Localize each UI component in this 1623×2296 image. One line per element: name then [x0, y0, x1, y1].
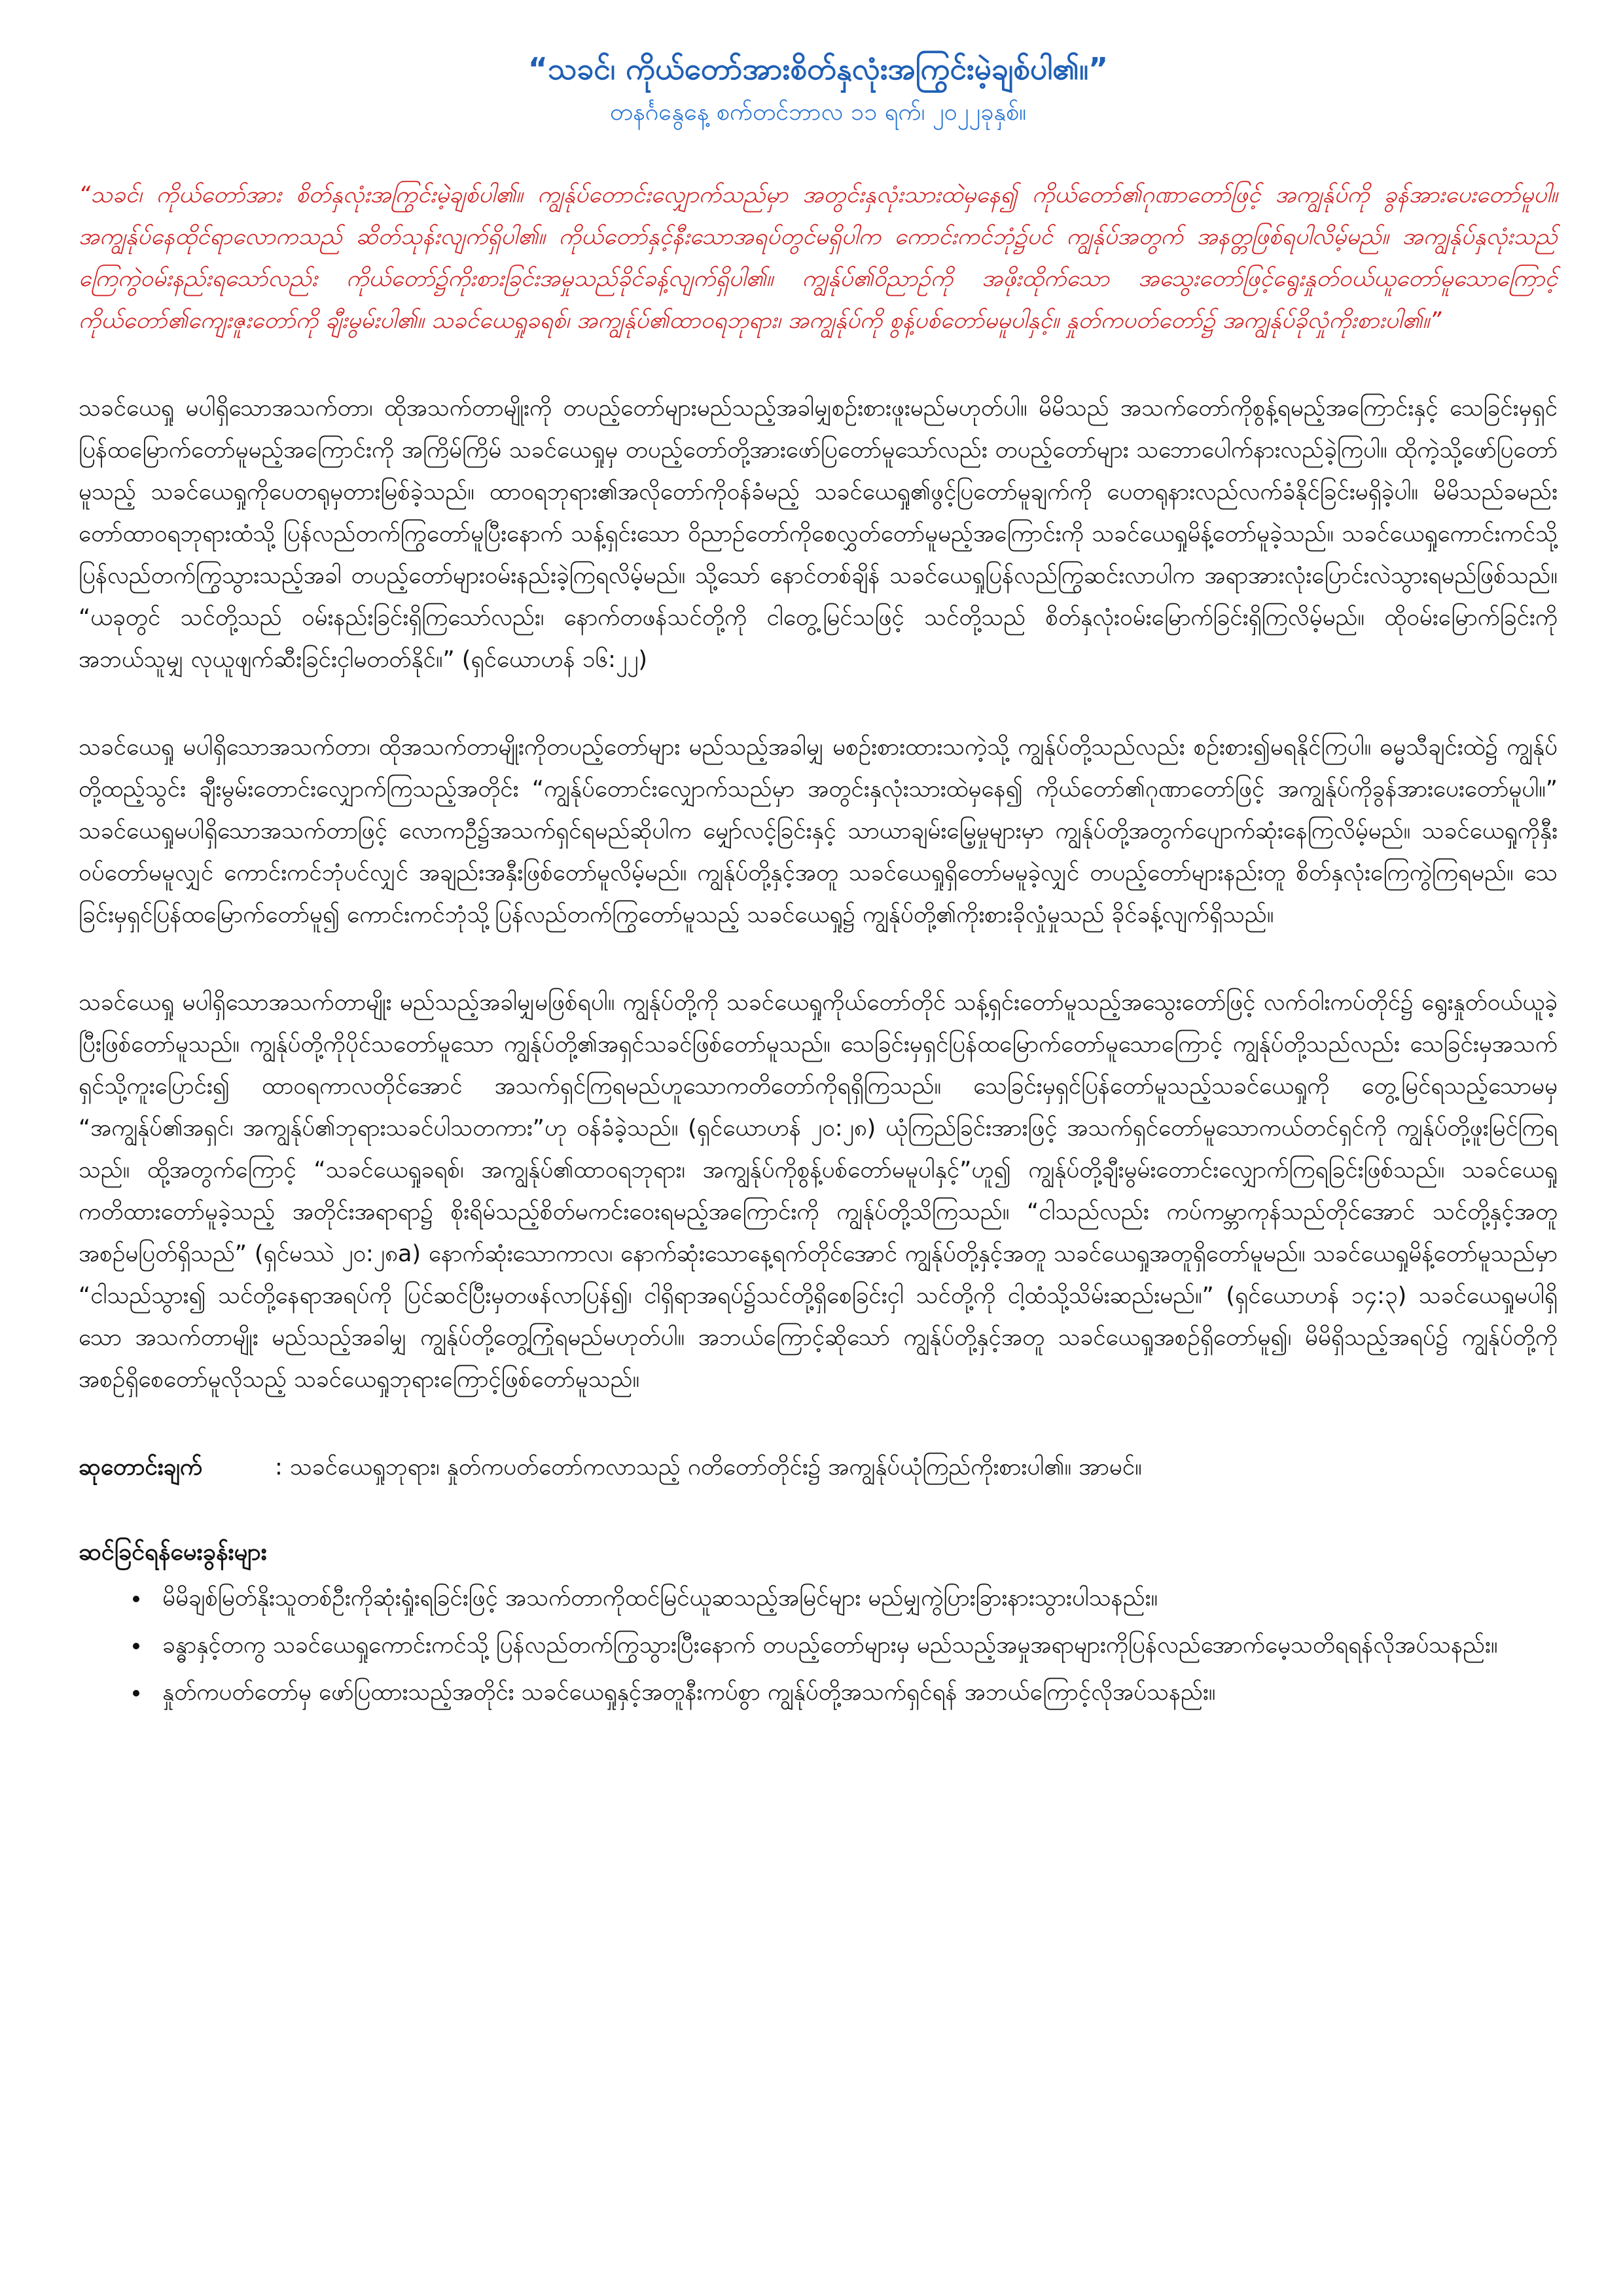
body-paragraph-2: သခင်ယေရှု မပါရှိသောအသက်တာ၊ ထိုအသက်တာမျိုးကိုတပည့်တော်များ မည်သည့်အခါမျှ မစဉ်းစားထားသကဲ့သို့ ကျွန်ုပ်တို့သည်လည်း စဉ်းစား၍မရနိုင်ကြပါ။ ဓမ္မသီချင်းထဲ၌ ကျွန်ုပ်တို့ထည့်သွင်း ချီးမွမ်းတောင်းလျှောက်ကြသည့်အတိုင်း “ကျွန်ုပ်တောင်းလျှောက်သည်မှာ အတွင်းနှလုံးသားထဲမှနေ၍ ကိုယ်တော်၏ဂုဏာတော်ဖြင့် အကျွန်ုပ်ကိုခွန်အားပေးတော်မူပါ။” သခင်ယေရှုမပါရှိသောအသက်တာဖြင့် လောကဦ၌အသက်ရှင်ရမည်ဆိုပါက မျှော်လင့်ခြင်းနှင့် သာယာချမ်းမြေ့မှုများမှာ ကျွန်ုပ်တို့အတွက်ပျောက်ဆုံးနေကြလိမ့်မည်။ သခင်ယေရှုကိုနှီးဝပ်တော်မမူလျှင် ကောင်းကင်ဘုံပင်လျှင် အချည်းအနှီးဖြစ်တော်မူလိမ့်မည်။ ကျွန်ုပ်တို့နှင့်အတူ သခင်ယေရှုရှိတော်မမူခဲ့လျှင် တပည့်တော်များနည်းတူ စိတ်နှလုံးကြေကွဲကြရမည်။ သေခြင်းမှရှင်ပြန်ထမြောက်တော်မူ၍ ကောင်းကင်ဘုံသို့ပြန်လည်တက်ကြွတော်မူသည့် သခင်ယေရှု၌ ကျွန်ုပ်တို့၏ကိုးစားခိုလှုံမှုသည် ခိုင်ခန့်လျက်ရှိသည်။ — [79, 734, 1558, 928]
body-paragraph-1: သခင်ယေရှု မပါရှိသောအသက်တာ၊ ထိုအသက်တာမျိုးကို တပည့်တော်များမည်သည့်အခါမျှစဉ်းစားဖူးမည်မဟုတ်ပါ။ မိမိသည် အသက်တော်ကိုစွန့်ရမည့်အကြောင်းနှင့် သေခြင်းမှရှင်ပြန်ထမြောက်တော်မူမည့်အကြောင်းကို အကြိမ်ကြိမ် သခင်ယေရှုမှ တပည့်တော်တို့အားဖော်ပြတော်မူသော်လည်း တပည့်တော်များ သဘောပေါက်နားလည်ခဲ့ကြပါ။ ထိုကဲ့သို့ဖော်ပြတော်မူသည့် သခင်ယေရှုကိုပေတရုမှတားမြစ်ခဲ့သည်။ ထာဝရဘုရား၏အလိုတော်ကိုဝန်ခံမည့် သခင်ယေရှု၏ဖွင့်ပြတော်မူချက်ကို ပေတရုနားလည်လက်ခံနိုင်ခြင်းမရှိခဲ့ပါ။ မိမိသည်ခမည်းတော်ထာဝရဘုရားထံသို့ ပြန်လည်တက်ကြွတော်မူပြီးနောက် သန့်ရှင်းသော ဝိညာဉ်တော်ကိုစေလွှတ်တော်မူမည့်အကြောင်းကို သခင်ယေရှုမိန့်တော်မူခဲ့သည်။ သခင်ယေရှုကောင်းကင်သို့ ပြန်လည်တက်ကြွသွားသည့်အခါ တပည့်တော်များဝမ်းနည်းခဲ့ကြရလိမ့်မည်။ သို့သော် နောင်တစ်ချိန် သခင်ယေရှုပြန်လည်ကြွဆင်းလာပါက အရာအားလုံးပြောင်းလဲသွားရမည်ဖြစ်သည်။ “ယခုတွင် သင်တို့သည် ဝမ်းနည်းခြင်းရှိကြသော်လည်း၊ နောက်တဖန်သင်တို့ကို ငါတွေ့မြင်သဖြင့် သင်တို့သည် စိတ်နှလုံးဝမ်းမြောက်ခြင်းရှိကြလိမ့်မည်။ ထိုဝမ်းမြောက်ခြင်းကို အဘယ်သူမျှ လုယူဖျက်ဆီးခြင်းငှါမတတ်နိုင်။” (ရှင်ယောဟန် ၁၆:၂၂) — [79, 395, 1558, 673]
closing-prayer — [79, 1446, 1558, 1488]
opening-prayer: “သခင်၊ ကိုယ်တော်အား စိတ်နှလုံးအကြွင်းမဲ့ချစ်ပါ၏။ ကျွန်ုပ်တောင်းလျှောက်သည်မှာ အတွင်းနှလုံးသားထဲမှနေ၍ ကိုယ်တော်၏ဂုဏာတော်ဖြင့် အကျွန်ုပ်ကို ခွန်အားပေးတော်မူပါ။ အကျွန်ုပ်နေထိုင်ရာလောကသည် ဆိတ်သုန်းလျက်ရှိပါ၏။ ကိုယ်တော်နှင့်နီးသောအရပ်တွင်မရှိပါက ကောင်းကင်ဘုံ၌ပင် ကျွန်ုပ်အတွက် အနတ္တဖြစ်ရပါလိမ့်မည်။ အကျွန်ုပ်နှလုံးသည် ကြေကွဲဝမ်းနည်းရသော်လည်း ကိုယ်တော်၌ကိုးစားခြင်းအမှုသည်ခိုင်ခန့်လျက်ရှိပါ၏။ ကျွန်ုပ်၏ဝိညာဉ်ကို အဖိုးထိုက်သော အသွေးတော်ဖြင့်ရွေးနှုတ်ဝယ်ယူတော်မူသောကြောင့် ကိုယ်တော်၏ကျေးဇူးတော်ကို ချီးမွမ်းပါ၏။ သခင်ယေရှုခရစ်၊ အကျွန်ုပ်၏ထာဝရဘုရား၊ အကျွန်ုပ်ကို စွန့်ပစ်တော်မမူပါနှင့်။ နှုတ်ကပတ်တော်၌ အကျွန်ုပ်ခိုလှုံကိုးစားပါ၏။” — [79, 182, 1558, 334]
question-item: • ခန္ဓာနှင့်တကွ သခင်ယေရှုကောင်းကင်သို့ ပြန်လည်တက်ကြွသွားပြီးနောက် တပည့်တော်များမှ မည်သည့်အမှုအရာများကိုပြန်လည်အောက်မေ့သတိရရန်လိုအပ်သနည်း။ — [151, 1624, 1558, 1666]
page-title: “သခင်၊ ကိုယ်တော်အားစိတ်နှလုံးအကြွင်းမဲ့ချစ်ပါ၏။” — [527, 51, 1109, 86]
questions-heading: ဆင်ခြင်ရန်မေးခွန်းများ — [79, 1539, 267, 1566]
question-item: • မိမိချစ်မြတ်နိုးသူတစ်ဦးကိုဆုံးရှုံးရခြင်းဖြင့် အသက်တာကိုထင်မြင်ယူဆသည့်အမြင်များ မည်မျှကွဲပြားခြားနားသွားပါသနည်း။ — [151, 1577, 1558, 1619]
body-paragraph-3: သခင်ယေရှု မပါရှိသောအသက်တာမျိုး မည်သည့်အခါမျှမဖြစ်ရပါ။ ကျွန်ုပ်တို့ကို သခင်ယေရှုကိုယ်တော်တိုင် သန့်ရှင်းတော်မူသည့်အသွေးတော်ဖြင့် လက်ဝါးကပ်တိုင်၌ ရွေးနှုတ်ဝယ်ယူခဲ့ပြီးဖြစ်တော်မူသည်။ ကျွန်ုပ်တို့ကိုပိုင်သတော်မူသော ကျွန်ုပ်တို့၏အရှင်သခင်ဖြစ်တော်မူသည်။ သေခြင်းမှရှင်ပြန်ထမြောက်တော်မူသောကြောင့် ကျွန်ုပ်တို့သည်လည်း သေခြင်းမှအသက်ရှင်သို့ကူးပြောင်း၍ ထာဝရကာလတိုင်အောင် အသက်ရှင်ကြရမည်ဟူသောကတိတော်ကိုရရှိကြသည်။ သေခြင်းမှရှင်ပြန်တော်မူသည့်သခင်ယေရှုကို တွေ့မြင်ရသည့်သောမမှ “အကျွန်ုပ်၏အရှင်၊ အကျွန်ုပ်၏ဘုရားသခင်ပါသတကား”ဟု ဝန်ခံခဲ့သည်။ (ရှင်ယောဟန် ၂၀:၂၈) ယုံကြည်ခြင်းအားဖြင့် အသက်ရှင်တော်မူသောကယ်တင်ရှင်ကို ကျွန်ုပ်တို့ဖူးမြင်ကြရသည်။ ထို့အတွက်ကြောင့် “သခင်ယေရှုခရစ်၊ အကျွန်ုပ်၏ထာဝရဘုရား၊ အကျွန်ုပ်ကိုစွန့်ပစ်တော်မမူပါနှင့်”ဟူ၍ ကျွန်ုပ်တို့ချီးမွမ်းတောင်းလျှောက်ကြရခြင်းဖြစ်သည်။ သခင်ယေရှုကတိထားတော်မူခဲ့သည့် အတိုင်းအရာရာ၌ စိုးရိမ်သည့်စိတ်မကင်းဝေးရမည့်အကြောင်းကို ကျွန်ုပ်တို့သိကြသည်။ “ငါသည်လည်း ကပ်ကမ္ဘာကုန်သည်တိုင်အောင် သင်တို့နှင့်အတူအစဉ်မပြတ်ရှိသည်” (ရှင်မဿဲ ၂၀:၂၈a) နောက်ဆုံးသောကာလ၊ နောက်ဆုံးသောနေ့ရက်တိုင်အောင် ကျွန်ုပ်တို့နှင့်အတူ သခင်ယေရှုအတူရှိတော်မူမည်။ သခင်ယေရှုမိန့်တော်မူသည်မှာ “ငါသည်သွား၍ သင်တို့နေရာအရပ်ကို ပြင်ဆင်ပြီးမှတဖန်လာပြန်၍၊ ငါရှိရာအရပ်၌သင်တို့ရှိစေခြင်းငှါ သင်တို့ကို ငါ့ထံသို့သိမ်းဆည်းမည်။” (ရှင်ယောဟန် ၁၄:၃) သခင်ယေရှုမပါရှိသော အသက်တာမျိုး မည်သည့်အခါမျှ ကျွန်ုပ်တို့တွေ့ကြုံရမည်မဟုတ်ပါ။ အဘယ်ကြောင့်ဆိုသော် ကျွန်ုပ်တို့နှင့်အတူ သခင်ယေရှုအစဉ်ရှိတော်မူ၍၊ မိမိရှိသည့်အရပ်၌ ကျွန်ုပ်တို့ကို အစဉ်ရှိစေတော်မူလိုသည့် သခင်ယေရှုဘုရားကြောင့်ဖြစ်တော်မူသည်။ — [79, 990, 1558, 1393]
date-line: တနင်္ဂနွေနေ့ စက်တင်ဘာလ ၁၁ ရက်၊ ၂၀၂၂ခုနှစ်။ — [609, 99, 1027, 126]
questions-list — [79, 1577, 1558, 1713]
question-item: • နှုတ်ကပတ်တော်မှ ဖော်ပြထားသည့်အတိုင်း သခင်ယေရှုနှင့်အတူနီးကပ်စွာ ကျွန်ုပ်တို့အသက်ရှင်ရန် အဘယ်ကြောင့်လိုအပ်သနည်း။ — [151, 1672, 1558, 1713]
closing-prayer-label: ဆုတောင်းချက် — [79, 1454, 203, 1480]
closing-prayer-text: : သခင်ယေရှုဘုရား၊ နှုတ်ကပတ်တော်ကလာသည့် ဂတိတော်တိုင်း၌ အကျွန်ုပ်ယုံကြည်ကိုးစားပါ၏။ အာမင်။ — [275, 1454, 1142, 1480]
reflection-questions — [79, 1532, 1558, 1713]
